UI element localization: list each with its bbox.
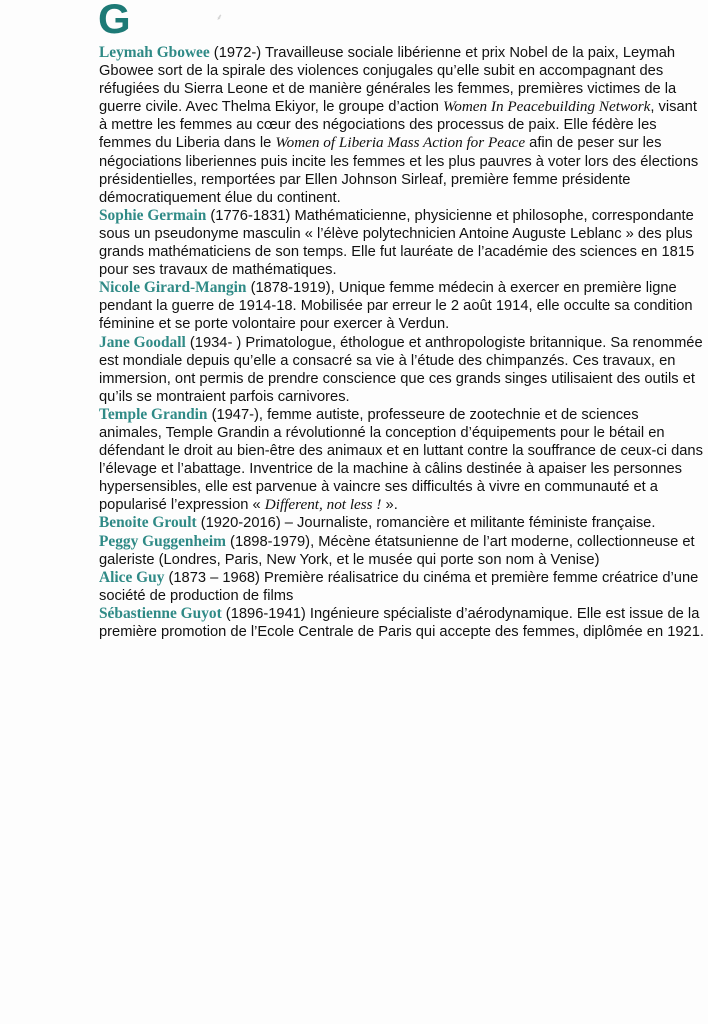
entry-name: Sébastienne Guyot bbox=[99, 604, 222, 622]
entry-italic: Women In Peacebuilding Network bbox=[442, 98, 651, 116]
entry-goodall bbox=[99, 334, 705, 406]
section-letter: G bbox=[98, 0, 131, 42]
entry-grandin bbox=[99, 406, 705, 515]
entry-name: Leymah Gbowee bbox=[99, 44, 210, 61]
entry-text: , visant à mettre les femmes au cœur des négociations des processus de paix. Elle fédère les femmes du Liberia dans le bbox=[99, 99, 697, 152]
entry-italic: Women of Liberia Mass Action for Peace bbox=[275, 134, 526, 152]
entry-name: Temple Grandin bbox=[99, 405, 208, 423]
entry-text: (1776-1831) Mathématicienne, physicienne et philosophe, correspondante sous un pseudonyme masculin « l’élève polytechnicien Antoine Auguste Leblanc » des plus grands mathématiciens de son temps. Elle fut lauréate de l’académie des sciences en 1815 pour ses travaux de mathématiques. bbox=[99, 207, 695, 279]
entry-text: (1947-), femme autiste, professeure de zootechnie et de sciences animales, Temple Grandin a révolutionné la conception d’équipements pour le bétail en défendant le droit au bien-être des animaux et en luttant contre la souffrance de ceux-ci dans l’élevage et l’abattage. Inventrice de la machine à câlins destinée à apaiser les personnes hypersensibles, elle est parvenue à vaincre ses difficultés à vivre en communauté et a popularisé l’expression « bbox=[99, 406, 703, 514]
entry-text: afin de peser sur les négociations liberiennes puis incite les femmes et les plus pauvres à voter lors des élections présidentielles, remportées par Ellen Johnson Sirleaf, première femme présidente démocratiquement élue du continent. bbox=[99, 135, 699, 206]
entry-name: Benoite Groult bbox=[99, 514, 197, 532]
entry-name: Peggy Guggenheim bbox=[99, 532, 226, 550]
entry-text: (1972-) Travailleuse sociale libérienne et prix Nobel de la paix, Leymah Gbowee sort de la spirale des violences conjugales qu’elle subit en accompagnant des réfugiées du Sierra Leone et de manière générales les femmes, premières victimes de la guerre civile. Avec Thelma Ekiyor, le groupe d’action bbox=[99, 45, 677, 116]
entry-guyot bbox=[99, 605, 705, 641]
entry-text: (1934- ) Primatologue, éthologue et anthropologiste britannique. Sa renommée est mondiale depuis qu’elle a consacré sa vie à l’étude des chimpanzés. Ces travaux, en immersion, ont permis de prendre conscience que ces grands singes utilisaient des outils et qu’ils se montraient parfois carnivores. bbox=[99, 334, 703, 405]
entries-list bbox=[99, 44, 705, 641]
entry-name: Nicole Girard-Mangin bbox=[99, 279, 247, 297]
entry-text: (1873 – 1968) Première réalisatrice du cinéma et première femme créatrice d’une société de production de films bbox=[99, 569, 699, 604]
entry-text: (1896-1941) Ingénieure spécialiste d’aérodynamique. Elle est issue de la première promotion de l’Ecole Centrale de Paris qui accepte des femmes, diplômée en 1921. bbox=[99, 605, 704, 640]
entry-text: (1898-1979), Mécène étatsunienne de l’art moderne, collectionneuse et galeriste (Londres, Paris, New York, et le musée qui porte son nom à Venise) bbox=[99, 533, 695, 568]
entry-text: (1920-2016) – Journaliste, romancière et militante féministe française. bbox=[196, 515, 656, 532]
entry-girard-mangin bbox=[99, 279, 705, 333]
entry-name: Alice Guy bbox=[99, 568, 165, 586]
entry-gbowee bbox=[99, 44, 705, 207]
entry-name: Jane Goodall bbox=[99, 333, 186, 351]
scan-speck: ⸙ bbox=[216, 13, 223, 23]
entry-guy bbox=[99, 569, 705, 605]
entry-guggenheim bbox=[99, 533, 705, 569]
entry-text: ». bbox=[381, 497, 398, 514]
entry-name: Sophie Germain bbox=[99, 206, 207, 224]
entry-groult bbox=[99, 514, 705, 532]
entry-italic: Different, not less ! bbox=[264, 496, 382, 514]
entry-germain bbox=[99, 207, 705, 279]
entry-text: (1878-1919), Unique femme médecin à exercer en première ligne pendant la guerre de 1914-18. Mobilisée par erreur le 2 août 1914, elle occulte sa condition féminine et se porte volontaire pour exercer à Verdun. bbox=[99, 280, 693, 333]
